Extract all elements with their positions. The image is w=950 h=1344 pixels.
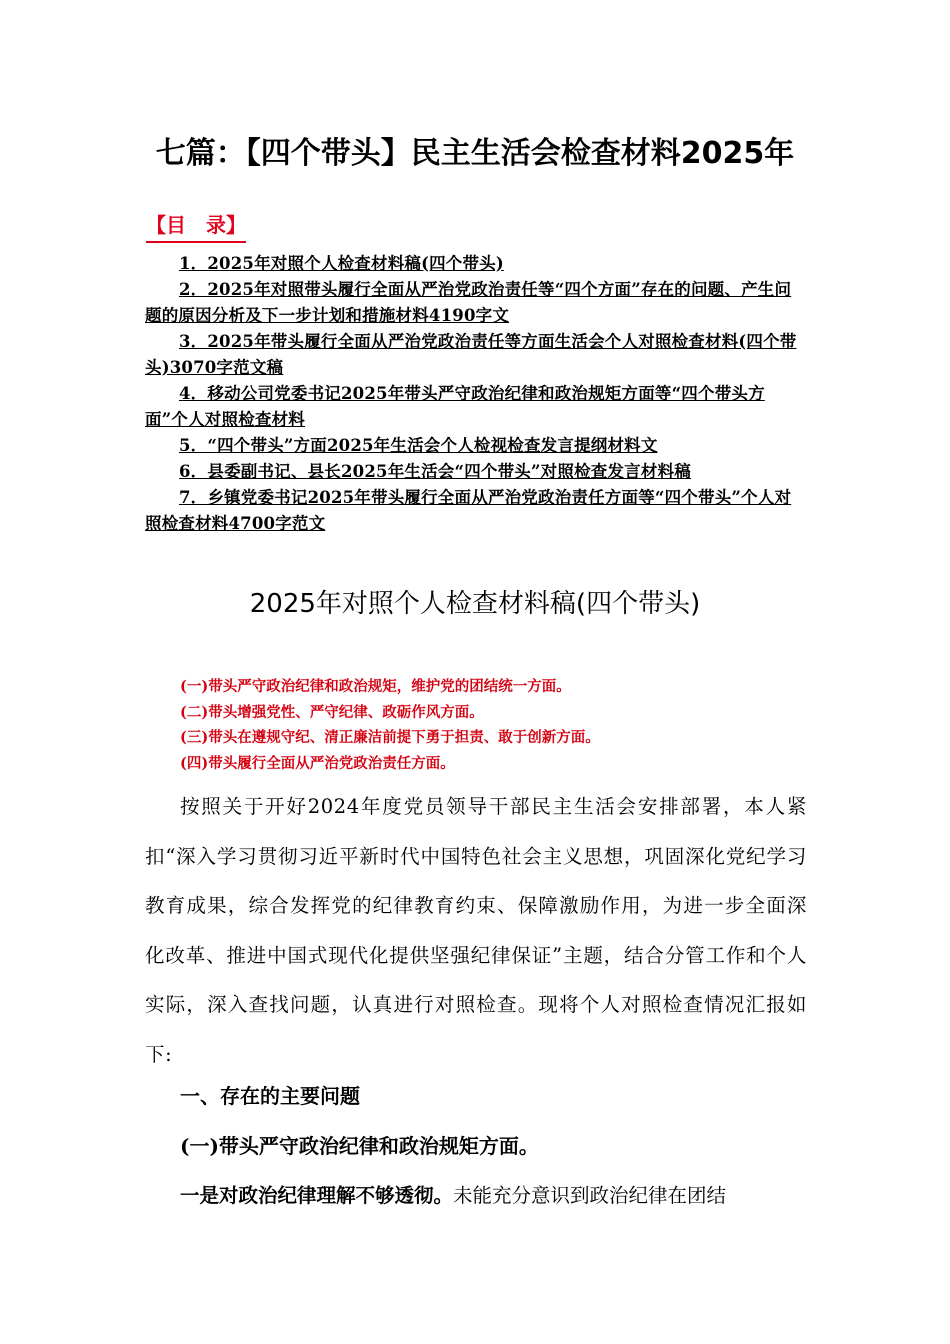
aspect-item: (一)带头严守政治纪律和政治规矩，维护党的团结统一方面。 [180, 678, 571, 695]
point-lead: 一是对政治纪律理解不够透彻。 [180, 1184, 454, 1207]
point-text: 未能充分意识到政治纪律在团结 [453, 1184, 727, 1207]
toc-link-7[interactable]: 7．乡镇党委书记2025年带头履行全面从严治党政治责任方面等“四个带头”个人对照检查材料4700字范文 [145, 488, 792, 533]
document-title: 七篇：【四个带头】民主生活会检查材料2025年 [155, 136, 795, 171]
intro-paragraph: 按照关于开好2024年度党员领导干部民主生活会安排部署，本人紧扣“深入学习贯彻习近平新时代中国特色社会主义思想，巩固深化党纪学习教育成果，综合发挥党的纪律教育约束、保障激励作用，为进一步全面深化改革、推进中国式现代化提供坚强纪律保证”主题，结合分管工作和个人实际，深入查找问题，认真进行对照检查。现将个人对照检查情况汇报如下: [145, 795, 807, 1066]
heading-subsection-1: (一)带头严守政治纪律和政治规矩方面。 [180, 1134, 539, 1158]
table-of-contents [145, 251, 805, 537]
aspect-item: (二)带头增强党性、严守纪律、政砺作风方面。 [180, 703, 484, 721]
aspect-list [180, 674, 820, 776]
section-title: 2025年对照个人检查材料稿(四个带头) [249, 589, 701, 619]
toc-heading: 【目 录】 [146, 210, 246, 243]
paragraph-point-1 [180, 1178, 810, 1214]
heading-main-problems: 一、存在的主要问题 [180, 1084, 360, 1108]
toc-link-5[interactable]: 5．“四个带头”方面2025年生活会个人检视检查发言提纲材料文 [179, 436, 658, 455]
toc-link-3[interactable]: 3．2025年带头履行全面从严治党政治责任等方面生活会个人对照检查材料(四个带头)3070字范文稿 [145, 332, 797, 377]
aspect-item: (四)带头履行全面从严治党政治责任方面。 [180, 754, 455, 772]
aspect-item: (三)带头在遵规守纪、清正廉洁前提下勇于担责、敢于创新方面。 [180, 729, 600, 746]
toc-link-6[interactable]: 6．县委副书记、县长2025年生活会“四个带头”对照检查发言材料稿 [179, 462, 691, 481]
toc-link-1[interactable]: 1．2025年对照个人检查材料稿(四个带头) [179, 254, 504, 273]
toc-link-2[interactable]: 2．2025年对照带头履行全面从严治党政治责任等“四个方面”存在的问题、产生问题的原因分析及下一步计划和措施材料4190字文 [145, 280, 792, 325]
toc-link-4[interactable]: 4．移动公司党委书记2025年带头严守政治纪律和政治规矩方面等“四个带头方面”个人对照检查材料 [145, 384, 765, 429]
